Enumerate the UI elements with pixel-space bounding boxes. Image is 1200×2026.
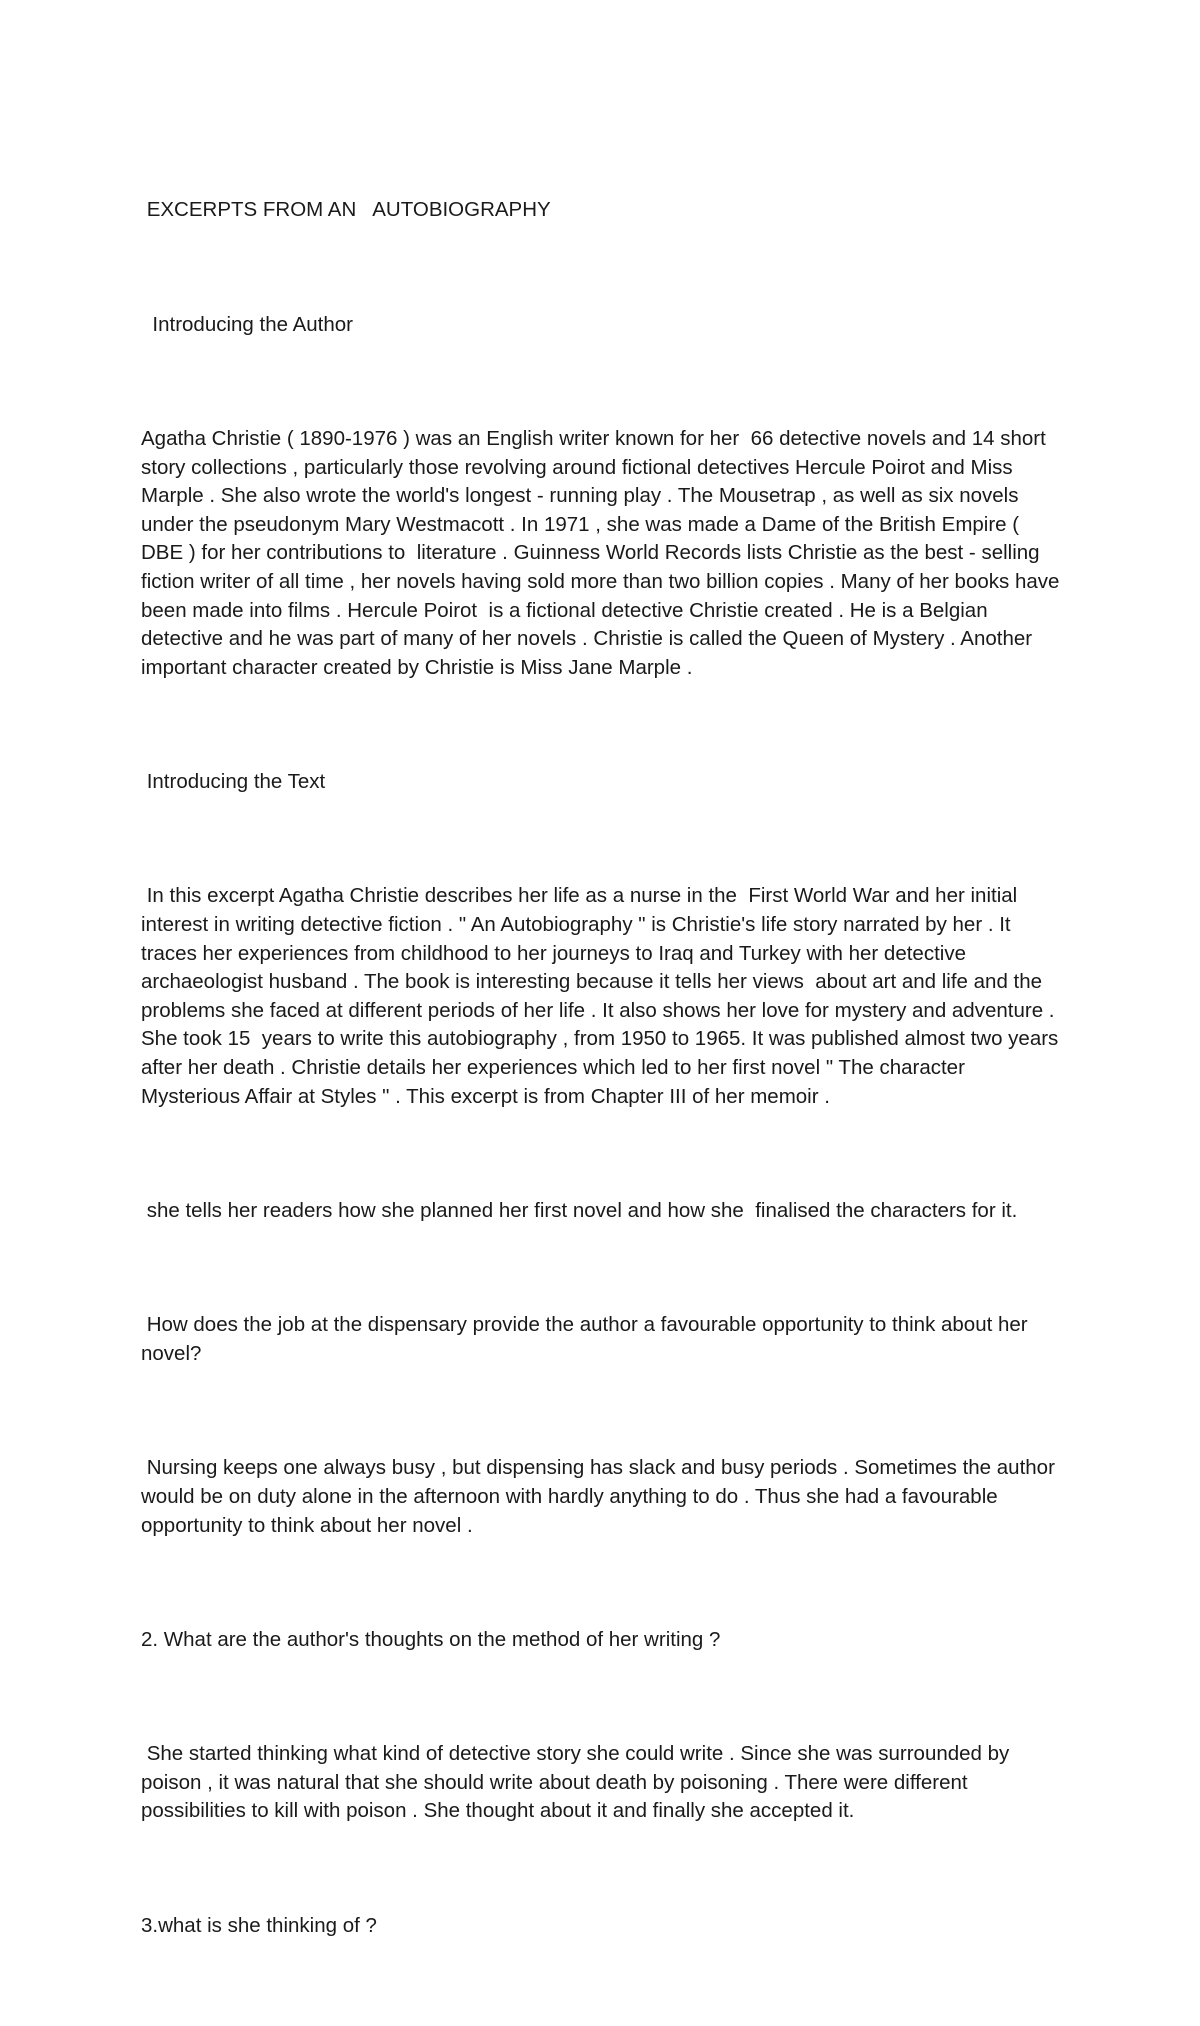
answer-1: Nursing keeps one always busy , but dispensing has slack and busy periods . Sometimes the author would be on duty alone in the afternoon with hardly anything to do . Thus she had a favourable opportunity to think about her novel . [141,1456,1061,1537]
document-title: EXCERPTS FROM AN AUTOBIOGRAPHY [141,198,551,222]
paragraph-text: In this excerpt Agatha Christie describes her life as a nurse in the First World War and her initial interest in writing detective fiction . " An Autobiography " is Christie's life story narrated by her . It traces her experiences from childhood to her journeys to Iraq and Turkey with her detective archaeologist husband . The book is interesting because it tells her views about art and life and the problems she faced at different periods of her life . It also shows her love for mystery and adventure . She took 15 years to write this autobiography , from 1950 to 1965. It was published almost two years after her death . Christie details her experiences which led to her first novel " The character Mysterious Affair at Styles " . This excerpt is from Chapter III of her memoir . [141,884,1065,1108]
document-body [141,139,1066,2026]
section-heading-text: Introducing the Text [141,770,326,794]
paragraph-planning: she tells her readers how she planned her first novel and how she finalised the characters for it. [141,1198,1018,1222]
paragraph-author: Agatha Christie ( 1890-1976 ) was an English writer known for her 66 detective novels and 14 short story collections , particularly those revolving around fictional detectives Hercule Poirot and Miss Marple . She also wrote the world's longest - running play . The Mousetrap , as well as six novels under the pseudonym Mary Westmacott . In 1971 , she was made a Dame of the British Empire ( DBE ) for her contributions to literature . Guinness World Records lists Christie as the best - selling fiction writer of all time , her novels having sold more than two billion copies . Many of her books have been made into films . Hercule Poirot is a fictional detective Christie created . He is a Belgian detective and he was part of many of her novels . Christie is called the Queen of Mystery . Another important character created by Christie is Miss Jane Marple . [141,426,1066,679]
section-heading-author: Introducing the Author [141,312,353,336]
question-2: 2. What are the author's thoughts on the method of her writing ? [141,1627,721,1651]
answer-2: She started thinking what kind of detective story she could write . Since she was surrounded by poison , it was natural that she should write about death by poisoning . There were different possibilities to kill with poison . She thought about it and finally she accepted it. [141,1742,1016,1823]
question-3: 3.what is she thinking of ? [141,1913,377,1937]
question-1: How does the job at the dispensary provide the author a favourable opportunity to think about her novel? [141,1313,1034,1365]
